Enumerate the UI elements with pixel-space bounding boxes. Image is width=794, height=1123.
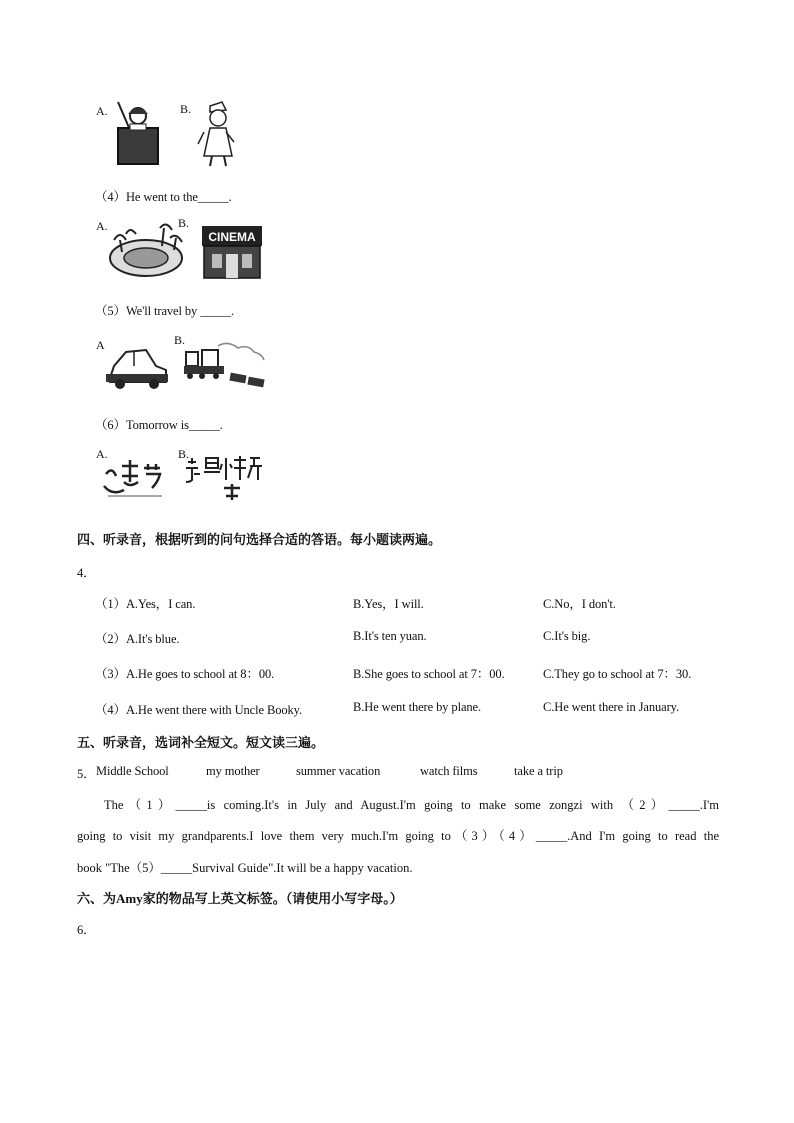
section-5-heading: 五、听录音，选词补全短文。短文读三遍。 <box>77 736 325 751</box>
option-b-label: B. <box>178 447 190 461</box>
question-6-text: （6）Tomorrow is_____. <box>95 418 223 432</box>
option-a: （4）A.He went there with Uncle Booky. <box>95 703 303 717</box>
option-b-label: B. <box>180 102 192 116</box>
word-bank-item: my mother <box>206 764 260 778</box>
car-picture <box>104 340 170 390</box>
option-b: B.Yes，I will. <box>353 597 424 611</box>
option-a: （1）A.Yes，I can. <box>95 597 196 611</box>
option-a-label: A <box>96 338 105 352</box>
option-b: B.She goes to school at 7：00. <box>353 667 505 681</box>
passage-line: book "The（5）_____Survival Guide".It will be a happy vacation. <box>77 861 413 875</box>
question-number-6: 6． <box>77 923 96 937</box>
option-c: C.No，I don't. <box>543 597 616 611</box>
option-a-label: A. <box>96 219 108 233</box>
option-a: （2）A.It's blue. <box>95 632 180 646</box>
new-years-day-picture <box>184 452 264 504</box>
option-b: B.It's ten yuan. <box>353 629 427 643</box>
option-b: B.He went there by plane. <box>353 700 482 714</box>
option-a-label: A. <box>96 447 108 461</box>
question-4-text: （4）He went to the_____. <box>95 190 232 204</box>
question-5-text: （5）We'll travel by _____. <box>95 304 234 318</box>
word-bank-item: Middle School <box>96 764 169 778</box>
heading-prefix: 六、为 <box>77 892 117 907</box>
section-6-heading <box>77 888 403 907</box>
question-number-4: 4． <box>77 566 96 580</box>
question-number-5: 5． <box>77 767 96 781</box>
heading-name: Amy <box>116 891 143 906</box>
word-bank-item: summer vacation <box>296 764 381 778</box>
childrens-day-picture <box>100 452 170 504</box>
heading-suffix: 家的物品写上英文标签。（请使用小写字母。） <box>142 892 403 907</box>
option-c: C.He went there in January. <box>543 700 680 714</box>
cinema-picture <box>198 224 266 280</box>
option-b-label: B. <box>174 333 186 347</box>
option-c: C.It's big. <box>543 629 591 643</box>
nurse-picture <box>196 100 240 170</box>
option-a: （3）A.He goes to school at 8：00. <box>95 667 275 681</box>
word-bank-item: watch films <box>420 764 478 778</box>
passage-line: The（1）_____is coming.It's in July and August.I'm going to make some zongzi with （2）_____.I'm <box>104 798 719 812</box>
passage-line: going to visit my grandparents.I love them very much.I'm going to（3）（4）_____.And I'm going to read the <box>77 829 719 843</box>
word-bank-item: take a trip <box>514 764 563 778</box>
section-4-heading: 四、听录音，根据听到的问句选择合适的答语。每小题读两遍。 <box>77 533 442 548</box>
train-picture <box>178 340 268 394</box>
teacher-picture <box>108 100 164 168</box>
cinema-sign-text: CINEMA <box>208 230 256 244</box>
option-c: C.They go to school at 7：30. <box>543 667 692 681</box>
option-b-label: B. <box>178 216 190 230</box>
option-a-label: A. <box>96 104 108 118</box>
